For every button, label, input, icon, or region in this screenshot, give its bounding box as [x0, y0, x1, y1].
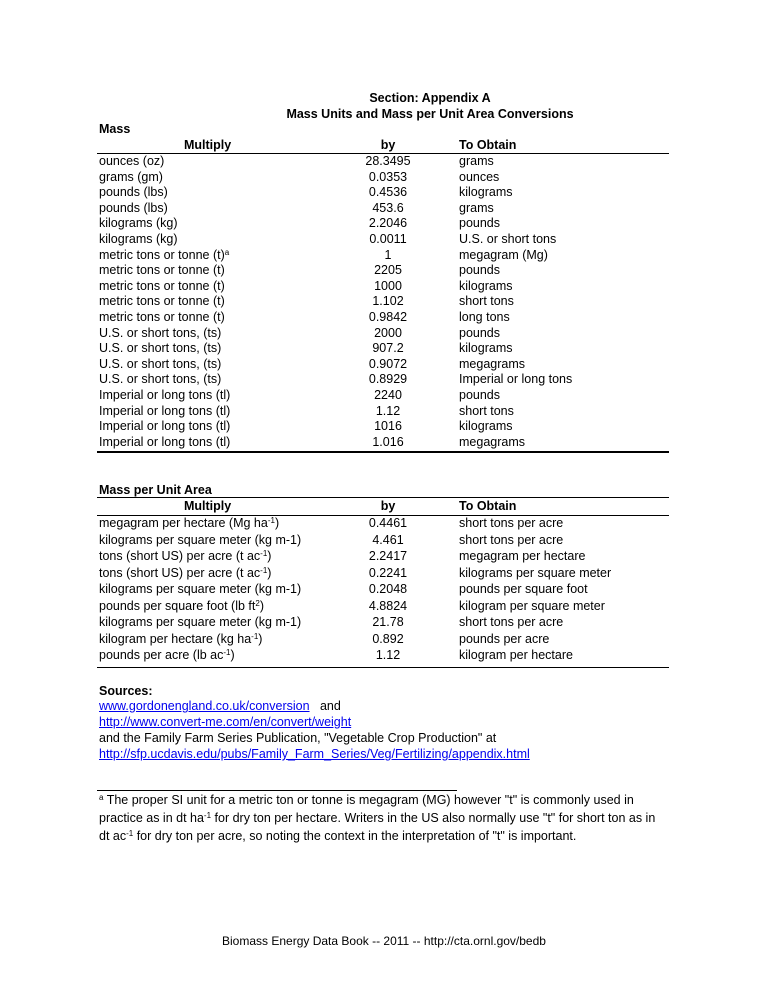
- row-to-obtain: grams: [459, 154, 494, 168]
- row-multiply: megagram per hectare (Mg $ha^{-1}$): [99, 516, 280, 530]
- row-multiply: kilograms (kg): [99, 216, 178, 231]
- row-multiply: metric tons or tonne $(t)^a$: [99, 247, 230, 262]
- area-table-header: [0, 499, 768, 515]
- row-multiply: Imperial or long tons (tl): [99, 434, 231, 449]
- table-row: [0, 170, 768, 186]
- row-to-obtain: pounds: [459, 325, 501, 340]
- row-to-obtain: short tons: [459, 403, 514, 418]
- row-multiply: U.S. or short tons, (ts): [99, 325, 222, 340]
- row-multiply: kilograms per square meter (kg m-1): [99, 532, 302, 547]
- table-row: [0, 419, 768, 435]
- row-factor: 1: [384, 247, 392, 262]
- row-multiply: pounds (lbs): [99, 200, 168, 215]
- mass-table-header: [0, 138, 768, 154]
- row-to-obtain: short tons per acre: [459, 615, 564, 629]
- row-factor: 0.2048: [368, 582, 408, 596]
- table-row: [0, 516, 768, 532]
- row-multiply: ounces (oz): [99, 154, 165, 168]
- row-multiply: U.S. or short tons, (ts): [99, 341, 222, 356]
- table-row: [0, 549, 768, 565]
- row-factor: 1.102: [372, 294, 404, 309]
- col-to-obtain: To Obtain: [459, 138, 517, 152]
- table-row: [0, 357, 768, 373]
- row-factor: 0.2241: [368, 565, 408, 580]
- row-factor: 907.2: [372, 341, 404, 356]
- row-to-obtain: long tons: [459, 310, 510, 324]
- source-link-convert-me[interactable]: http://www.convert-me.com/en/convert/weight: [99, 715, 352, 729]
- row-multiply: kilograms (kg): [99, 232, 178, 246]
- row-to-obtain: pounds: [459, 388, 501, 402]
- table-row: [0, 388, 768, 404]
- row-to-obtain: megagrams: [459, 356, 525, 371]
- sources-line-1: [99, 698, 341, 714]
- row-to-obtain: pounds: [459, 216, 501, 231]
- row-factor: 0.892: [372, 631, 404, 646]
- col-by: by: [380, 499, 396, 513]
- mass-section-label: Mass: [99, 122, 131, 136]
- row-to-obtain: megagrams: [459, 434, 525, 449]
- row-factor: 0.0353: [368, 169, 408, 184]
- row-multiply: grams (gm): [99, 169, 163, 184]
- col-to-obtain: To Obtain: [459, 499, 517, 513]
- table-row: [0, 232, 768, 248]
- sources-line-3: and the Family Farm Series Publication, "Vegetable Crop Production" at: [99, 731, 497, 745]
- row-to-obtain: kilograms: [459, 185, 513, 200]
- table-row: [0, 201, 768, 217]
- row-multiply: pounds (lbs): [99, 185, 168, 200]
- row-to-obtain: short tons: [459, 294, 514, 309]
- row-factor: 0.4461: [368, 516, 408, 530]
- table-row: [0, 248, 768, 264]
- row-multiply: U.S. or short tons, (ts): [99, 372, 222, 387]
- table-row: [0, 216, 768, 232]
- row-multiply: tons (short US) per acre (t $ac^{-1}$): [99, 565, 272, 580]
- row-factor: 28.3495: [365, 154, 411, 168]
- table-row: [0, 599, 768, 615]
- row-factor: 1.12: [375, 648, 401, 662]
- area-table-bottom-rule: [97, 667, 669, 668]
- row-factor: 1016: [374, 419, 402, 434]
- row-factor: 1.016: [372, 434, 404, 449]
- sources-line-4: [99, 746, 530, 762]
- row-to-obtain: short tons per acre: [459, 516, 564, 530]
- table-row: [0, 326, 768, 342]
- row-to-obtain: kilograms: [459, 278, 513, 293]
- area-top-rule: [97, 497, 669, 498]
- row-multiply: metric tons or tonne (t): [99, 310, 225, 324]
- row-to-obtain: pounds per square foot: [459, 582, 588, 596]
- row-multiply: pounds per acre (lb $ac^{-1}$): [99, 648, 235, 662]
- mass-table-bottom-rule: [97, 451, 669, 453]
- row-factor: 2.2417: [368, 549, 408, 563]
- table-row: [0, 341, 768, 357]
- row-factor: 2205: [374, 263, 402, 278]
- row-to-obtain: kilograms: [459, 341, 513, 356]
- row-factor: 4.461: [372, 532, 404, 547]
- row-multiply: metric tons or tonne (t): [99, 294, 225, 309]
- table-row: [0, 533, 768, 549]
- row-multiply: kilograms per square meter (kg m-1): [99, 582, 302, 596]
- row-to-obtain: megagram (Mg): [459, 247, 548, 262]
- row-to-obtain: kilograms: [459, 419, 513, 434]
- row-factor: 0.8929: [368, 372, 408, 387]
- table-row: [0, 566, 768, 582]
- table-row: [0, 310, 768, 326]
- col-multiply: Multiply: [184, 138, 232, 152]
- row-to-obtain: kilogram per hectare: [459, 648, 573, 662]
- row-to-obtain: kilogram per square meter: [459, 598, 605, 613]
- row-factor: 2240: [374, 388, 402, 402]
- table-row: [0, 648, 768, 664]
- row-multiply: kilogram per hectare (kg $ha^{-1}$): [99, 631, 263, 646]
- row-to-obtain: kilograms per square meter: [459, 565, 612, 580]
- row-factor: 2000: [374, 325, 402, 340]
- table-row: [0, 615, 768, 631]
- table-row: [0, 435, 768, 451]
- section-heading: Section: Appendix A: [369, 91, 491, 105]
- row-factor: 0.4536: [368, 185, 408, 200]
- table-row: [0, 582, 768, 598]
- footnote-marker: a: [99, 793, 104, 802]
- row-multiply: tons (short US) per acre (t $ac^{-1}$): [99, 549, 272, 563]
- row-factor: 0.0011: [369, 232, 407, 246]
- row-factor: 0.9842: [368, 310, 408, 324]
- table-row: [0, 185, 768, 201]
- col-multiply: Multiply: [184, 499, 232, 513]
- source-link-gordonengland[interactable]: www.gordonengland.co.uk/conversion: [99, 699, 310, 713]
- sources-line-2: [99, 714, 351, 730]
- table-row: [0, 154, 768, 170]
- table-row: [0, 404, 768, 420]
- row-to-obtain: short tons per acre: [459, 532, 564, 547]
- row-factor: 0.9072: [368, 356, 408, 371]
- footnote: $^a$ The proper SI unit for a metric ton or tonne is megagram (MG) however "t" is commonly used in practice as in dt $ha^{-1}$ for dry ton per hectare. Writers in the US also normally use "t" for short ton as in dt $ac^{-1}$ for dry ton per acre, so noting the context in the interpretation of "t" is important.: [99, 793, 656, 843]
- row-to-obtain: megagram per hectare: [459, 549, 586, 563]
- row-to-obtain: pounds: [459, 263, 501, 278]
- row-multiply: metric tons or tonne (t): [99, 263, 225, 278]
- col-by: by: [380, 138, 396, 152]
- sources-and: and: [319, 699, 341, 713]
- row-to-obtain: ounces: [459, 169, 500, 184]
- row-multiply: Imperial or long tons (tl): [99, 419, 231, 434]
- row-to-obtain: U.S. or short tons: [459, 232, 557, 246]
- row-multiply: Imperial or long tons (tl): [99, 403, 231, 418]
- table-row: [0, 294, 768, 310]
- row-multiply: kilograms per square meter (kg m-1): [99, 615, 302, 629]
- row-multiply: Imperial or long tons (tl): [99, 388, 231, 402]
- row-multiply: pounds per square foot (lb $ft^2$): [99, 598, 264, 613]
- row-factor: 4.8824: [368, 598, 408, 613]
- row-factor: 453.6: [372, 200, 404, 215]
- page-title: Mass Units and Mass per Unit Area Conversions: [286, 107, 574, 121]
- table-row: [0, 372, 768, 388]
- row-factor: 1000: [374, 278, 402, 293]
- page-footer: Biomass Energy Data Book -- 2011 -- http://cta.ornl.gov/bedb: [222, 934, 546, 948]
- table-row: [0, 263, 768, 279]
- row-to-obtain: grams: [459, 200, 494, 215]
- row-factor: 21.78: [372, 615, 404, 629]
- row-multiply: U.S. or short tons, (ts): [99, 356, 222, 371]
- row-multiply: metric tons or tonne (t): [99, 278, 225, 293]
- row-factor: 1.12: [375, 403, 401, 418]
- table-row: [0, 279, 768, 295]
- sources-label: Sources:: [99, 684, 153, 698]
- row-to-obtain: Imperial or long tons: [459, 372, 573, 387]
- area-section-label: Mass per Unit Area: [99, 483, 212, 497]
- row-factor: 2.2046: [368, 216, 408, 231]
- source-link-ucdavis[interactable]: http://sfp.ucdavis.edu/pubs/Family_Farm_Series/Veg/Fertilizing/appendix.html: [99, 747, 530, 761]
- row-to-obtain: pounds per acre: [459, 631, 550, 646]
- table-row: [0, 632, 768, 648]
